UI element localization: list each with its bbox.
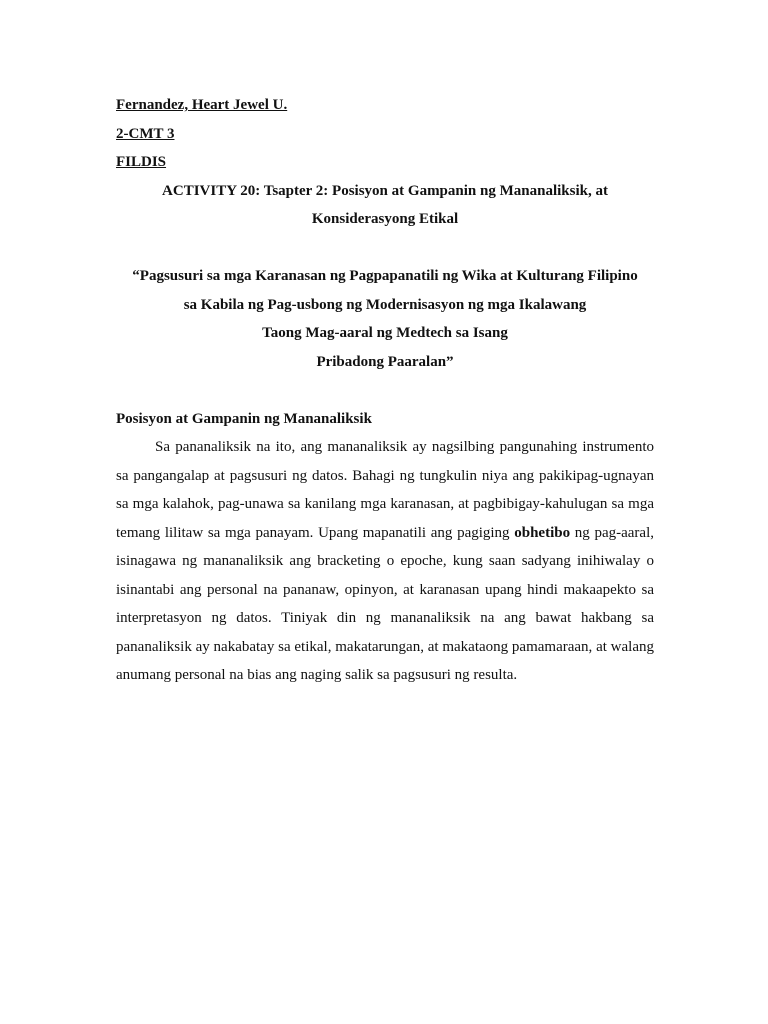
paragraph-text-part-2: ng pag-aaral, isinagawa ng mananaliksik ang bracketing o epoche, kung saan sadyang inihiwalay o isinantabi ang personal na pananaw, opinyon, at karanasan upang hindi makaapekto sa interpretasyon ng datos. Tiniyak din ng mananaliksik na ang bawat hakbang sa pananaliksik ay nakabatay sa etikal, makatarungan, at makataong pamamaraan, at walang anumang personal na bias ang naging salik sa pagsusuri ng resulta.: [116, 524, 655, 683]
subject-code: FILDIS: [116, 154, 167, 170]
research-title-line-4: Pribadong Paaralan”: [316, 353, 454, 370]
paragraph-emphasis: obhetibo: [514, 524, 571, 541]
student-section: 2-CMT 3: [116, 125, 175, 142]
research-title-line-1: “Pagsusuri sa mga Karanasan ng Pagpapanatili ng Wika at Kulturang Filipino: [132, 268, 638, 284]
activity-title: [116, 177, 654, 234]
research-title-line-3: Taong Mag-aaral ng Medtech sa Isang: [262, 325, 508, 341]
activity-title-line-1: ACTIVITY 20: Tsapter 2: Posisyon at Gampanin ng Mananaliksik, at: [162, 182, 608, 199]
section-heading: Posisyon at Gampanin ng Mananaliksik: [116, 410, 372, 427]
research-title-line-2: sa Kabila ng Pag-usbong ng Modernisasyon ng mga Ikalawang: [183, 296, 587, 313]
student-name: Fernandez, Heart Jewel U.: [116, 97, 288, 113]
paragraph-text-part-1: Sa pananaliksik na ito, ang mananaliksik ay nagsilbing pangunahing instrumento sa pangangalap at pagsusuri ng datos. Bahagi ng tungkulin niya ang pakikipag-ugnayan sa mga kalahok, pag-unawa sa kanilang mga karanasan, at pagbibigay-kahulugan sa mga temang lilitaw sa mga panayam. Upang mapanatili ang pagiging: [116, 439, 654, 541]
section-paragraph: [116, 433, 654, 690]
research-title: [116, 262, 654, 376]
document-content: [116, 91, 654, 690]
activity-title-line-2: Konsiderasyong Etikal: [311, 211, 459, 227]
